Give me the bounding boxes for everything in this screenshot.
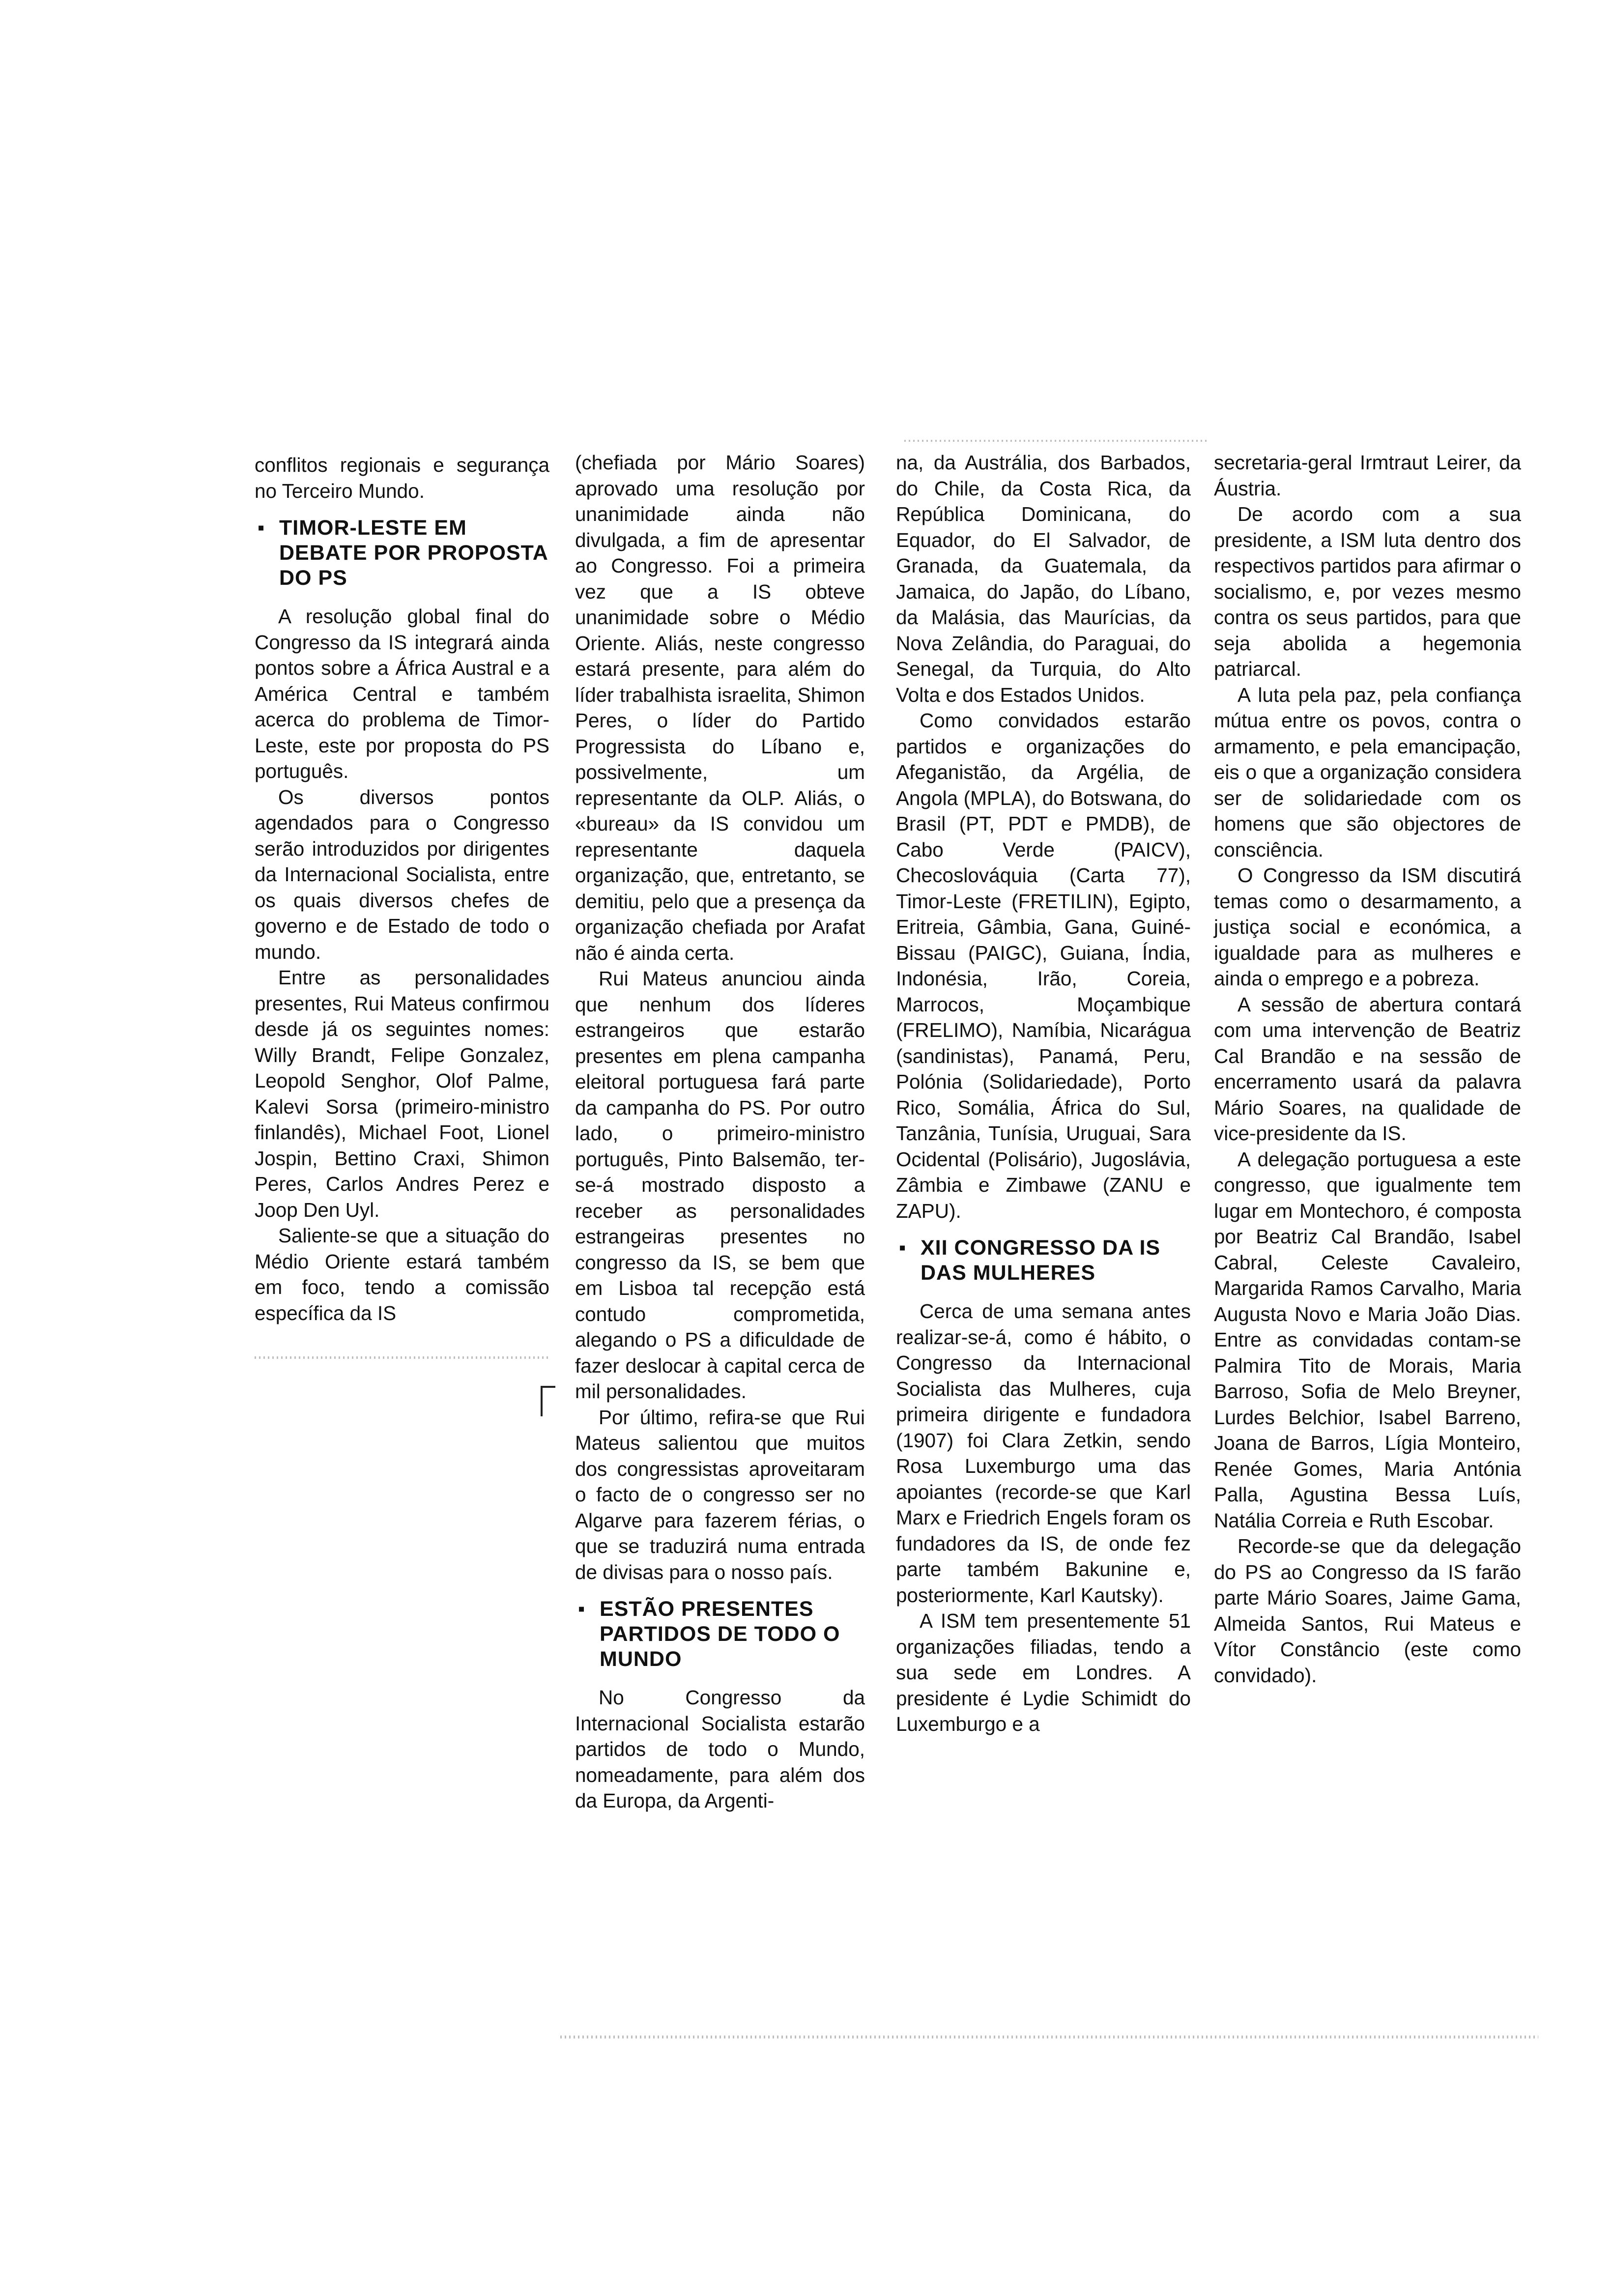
paragraph: na, da Austrália, dos Barbados, do Chile, da Costa Rica, da República Dominicana, do Equador, do El Salvador, de Granada, da Guatemala, da Jamaica, do Japão, do Líbano, da Malásia, das Maurícias, da Nova Zelândia, do Paraguai, do Senegal, da Turquia, do Alto Volta e dos Estados Unidos. (896, 451, 1191, 706)
paragraph: O Congresso da ISM discutirá temas como o desarmamento, a justiça social e económica, a igualdade para as mulheres e ainda o emprego e a pobreza. (1214, 864, 1521, 990)
paragraph: A resolução global final do Congresso da IS integrará ainda pontos sobre a África Austral e a América Central e também acerca do problema de Timor-Leste, este por proposta do PS português. (255, 605, 549, 782)
paragraph: conflitos regionais e segurança no Terceiro Mundo. (255, 454, 549, 502)
paragraph: A luta pela paz, pela confiança mútua entre os povos, contra o armamento, e pela emancipação, eis o que a organização considera ser de solidariedade com os homens que são objectores de consciência. (1214, 683, 1521, 861)
section-heading-timor-leste: ▪ TIMOR-LESTE EM DEBATE POR PROPOSTA DO PS (258, 516, 548, 590)
clipping-cut-line (541, 1387, 543, 1416)
section-heading-partidos: ▪ ESTÃO PRESENTES PARTIDOS DE TODO O MUNDO (578, 1597, 840, 1671)
bullet-icon: ▪ (258, 517, 265, 539)
paragraph: De acordo com a sua presidente, a ISM luta dentro dos respectivos partidos para afirmar o socialismo, e, por vezes mesmo contra os seus partidos, para que seja abolida a hegemonia patriarcal. (1214, 503, 1521, 680)
paragraph: Como convidados estarão partidos e organizações do Afeganistão, da Argélia, de Angola (MPLA), do Botswana, do Brasil (PT, PDT e PMDB), de Cabo Verde (PAICV), Checoslováquia (Carta 77), Timor-Leste (FRETILIN), Egipto, Eritreia, Gâmbia, Gana, Guiné-Bissau (PAIGC), Guiana, Índia, Indonésia, Irão, Coreia, Marrocos, Moçambique (FRELIMO), Namíbia, Nicarágua (sandinistas), Panamá, Peru, Polónia (Solidariedade), Porto Rico, Somália, África do Sul, Tanzânia, Tunísia, Uruguai, Sara Ocidental (Polisário), Jugoslávia, Zâmbia e Zimbawe (ZANU e ZAPU). (896, 709, 1191, 1222)
paragraph: Saliente-se que a situação do Médio Oriente estará também em foco, tendo a comissão específica da IS (255, 1224, 549, 1324)
scan-edge-noise (904, 440, 1209, 442)
paragraph: Os diversos pontos agendados para o Congresso serão introduzidos por dirigentes da Internacional Socialista, entre os quais diversos chefes de governo e de Estado de todo o mundo. (255, 785, 549, 963)
paragraph: Rui Mateus anunciou ainda que nenhum dos líderes estrangeiros que estarão presentes em plena campanha eleitoral portuguesa fará parte da campanha do PS. Por outro lado, o primeiro-ministro português, Pinto Balsemão, ter-se-á mostrado disposto a receber as personalidades estrangeiras presentes no congresso da IS, se bem que em Lisboa tal recepção está contudo comprometida, alegando o PS a dificuldade de fazer deslocar à capital cerca de mil personalidades. (575, 967, 865, 1403)
clipping-cut-line (541, 1386, 555, 1388)
paragraph: No Congresso da Internacional Socialista estarão partidos de todo o Mundo, nomeadamente, para além dos da Europa, da Argenti- (575, 1686, 865, 1812)
article-column-3 (896, 450, 1191, 1737)
article-column-1 (255, 452, 549, 1326)
paragraph: A ISM tem presentemente 51 organizações filiadas, tendo a sua sede em Londres. A presidente é Lydie Schimidt do Luxemburgo e a (896, 1609, 1191, 1735)
article-column-2 (575, 450, 865, 1814)
paragraph: secretaria-geral Irmtraut Leirer, da Áustria. (1214, 451, 1521, 500)
scan-edge-noise (255, 1356, 549, 1359)
article-column-4 (1214, 450, 1521, 1688)
scan-edge-noise (560, 2036, 1538, 2038)
section-heading-mulheres: ▪ XII CONGRESSO DA IS DAS MULHERES (899, 1236, 1161, 1285)
paragraph: Por último, refira-se que Rui Mateus salientou que muitos dos congressistas aproveitaram o facto de o congresso ser no Algarve para fazerem férias, o que se traduzirá numa entrada de divisas para o nosso país. (575, 1406, 865, 1583)
bullet-icon: ▪ (578, 1598, 586, 1620)
bullet-icon: ▪ (899, 1237, 907, 1259)
paragraph: Entre as personalidades presentes, Rui Mateus confirmou desde já os seguintes nomes: Willy Brandt, Felipe Gonzalez, Leopold Senghor, Olof Palme, Kalevi Sorsa (primeiro-ministro finlandês), Michael Foot, Lionel Jospin, Bettino Craxi, Shimon Peres, Carlos Andres Perez e Joop Den Uyl. (255, 966, 549, 1221)
paragraph: A delegação portuguesa a este congresso, que igualmente tem lugar em Montechoro, é composta por Beatriz Cal Brandão, Isabel Cabral, Celeste Cavaleiro, Margarida Ramos Carvalho, Maria Augusta Novo e Maria João Dias. Entre as convidadas contam-se Palmira Tito de Morais, Maria Barroso, Sofia de Melo Breyner, Lurdes Belchior, Isabel Barreno, Joana de Barros, Lígia Monteiro, Renée Gomes, Maria Antónia Palla, Agustina Bessa Luís, Natália Correia e Ruth Escobar. (1214, 1148, 1521, 1532)
paragraph: Cerca de uma semana antes realizar-se-á, como é hábito, o Congresso da Internacional Socialista das Mulheres, cuja primeira dirigente e fundadora (1907) foi Clara Zetkin, sendo Rosa Luxemburgo uma das apoiantes (recorde-se que Karl Marx e Friedrich Engels foram os fundadores da IS, de onde fez parte também Bakunine e, posteriormente, Karl Kautsky). (896, 1300, 1191, 1607)
paragraph: (chefiada por Mário Soares) aprovado uma resolução por unanimidade ainda não divulgada, a fim de apresentar ao Congresso. Foi a primeira vez que a IS obteve unanimidade sobre o Médio Oriente. Aliás, neste congresso estará presente, para além do líder trabalhista israelita, Shimon Peres, o líder do Partido Progressista do Líbano e, possivelmente, um representante da OLP. Aliás, o «bureau» da IS convidou um representante daquela organização, que, entretanto, se demitiu, pelo que a presença da organização chefiada por Arafat não é ainda certa. (575, 451, 865, 964)
paragraph: Recorde-se que da delegação do PS ao Congresso da IS farão parte Mário Soares, Jaime Gama, Almeida Santos, Rui Mateus e Vítor Constâncio (este como convidado). (1214, 1535, 1521, 1687)
paragraph: A sessão de abertura contará com uma intervenção de Beatriz Cal Brandão e na sessão de encerramento usará da palavra Mário Soares, na qualidade de vice-presidente da IS. (1214, 993, 1521, 1145)
